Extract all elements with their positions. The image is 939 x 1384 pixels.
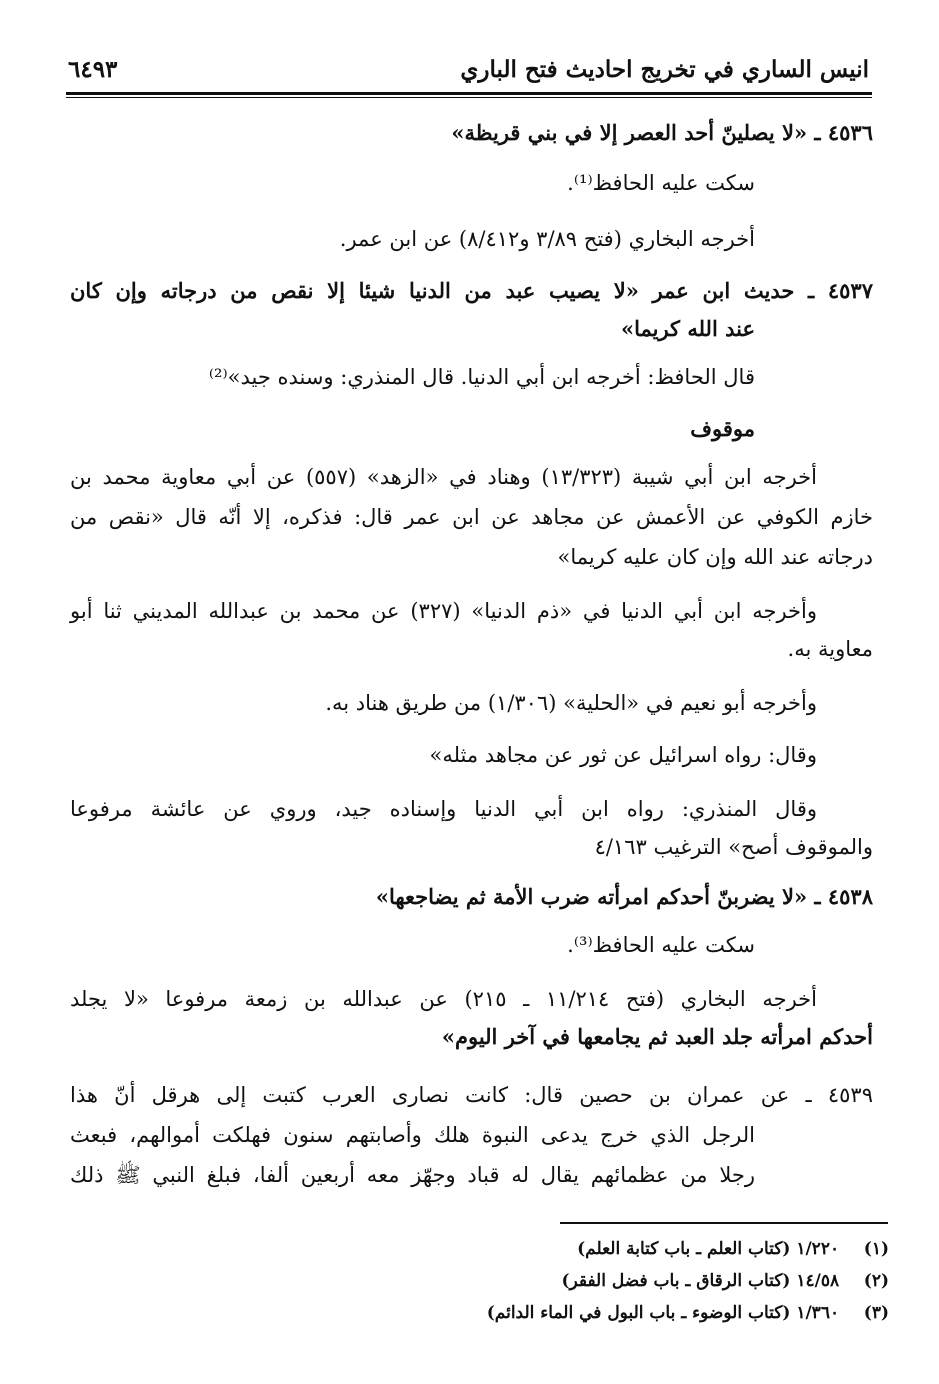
footnote-1-text: ١/٢٢٠ (كتاب العلم ـ باب كتابة العلم) [577, 1239, 840, 1259]
mawquf-para1-line1: أخرجه ابن أبي شيبة (١٣/٣٢٣) وهناد في «الزهد» (٥٥٧) عن أبي معاوية محمد بن [70, 465, 817, 489]
footnote-3-text: ١/٣٦٠ (كتاب الوضوء ـ باب البول في الماء الدائم) [486, 1303, 840, 1323]
mawquf-para1-line2: خازم الكوفي عن الأعمش عن مجاهد عن ابن عمر قال: فذكره، إلا أنّه قال «نقص من [70, 505, 873, 529]
header-rule-thin [66, 97, 872, 98]
footnote-2 [561, 1268, 889, 1294]
entry-4536-heading: ٤٥٣٦ ـ «لا يصلينّ أحد العصر إلا في بني قريظة» [451, 120, 873, 145]
footnote-2-text: ١٤/٥٨ (كتاب الرقاق ـ باب فضل الفقر) [561, 1271, 840, 1291]
entry-4537-hafiz-note: قال الحافظ: أخرجه ابن أبي الدنيا. قال المنذري: وسنده جيد»⁽²⁾ [208, 365, 755, 389]
footnote-1 [577, 1236, 889, 1262]
entry-4538-source-line1: أخرجه البخاري (فتح ١١/٢١٤ ـ ٢١٥) عن عبدالله بن زمعة مرفوعا «لا يجلد [70, 987, 817, 1011]
entry-4536-note: سكت عليه الحافظ⁽¹⁾. [567, 171, 755, 195]
mundhiri-para-line1: وقال المنذري: رواه ابن أبي الدنيا وإسناده جيد، وروي عن عائشة مرفوعا [70, 797, 817, 821]
entry-4539-line3: رجلا من عظمائهم يقال له قباد وجهّز معه أربعين ألفا، فبلغ النبي ﷺ ذلك [70, 1163, 755, 1187]
page-number: ٦٤٩٣ [68, 56, 118, 83]
footnote-rule [560, 1222, 888, 1224]
entry-4537-heading: ٤٥٣٧ ـ حديث ابن عمر «لا يصيب عبد من الدنيا شيئا إلا نقص من درجاته وإن كان [70, 278, 873, 303]
entry-4536-source: أخرجه البخاري (فتح ٣/٨٩ و٨/٤١٢) عن ابن عمر. [339, 227, 755, 251]
footnote-1-number: (١) [863, 1239, 889, 1259]
mawquf-para1-line3: درجاته عند الله وإن كان عليه كريما» [557, 545, 873, 569]
entry-4539-line2: الرجل الذي خرج يدعى النبوة هلك وأصابتهم سنون فهلكت أموالهم، فبعث [70, 1123, 755, 1147]
mawquf-para2-line1: وأخرجه ابن أبي الدنيا في «ذم الدنيا» (٣٢٧) عن محمد بن عبدالله المديني ثنا أبو [70, 599, 817, 623]
mawquf-para3: وأخرجه أبو نعيم في «الحلية» (١/٣٠٦) من طريق هناد به. [325, 691, 817, 715]
mawquf-heading: موقوف [690, 416, 755, 441]
mawquf-para4: وقال: رواه اسرائيل عن ثور عن مجاهد مثله» [429, 743, 817, 767]
mundhiri-para-line2: والموقوف أصح» الترغيب ٤/١٦٣ [594, 835, 873, 859]
entry-4539-line1: ٤٥٣٩ ـ عن عمران بن حصين قال: كانت نصارى العرب كتبت إلى هرقل أنّ هذا [70, 1083, 873, 1107]
running-header-title: انيس الساري في تخريج احاديث فتح الباري [460, 56, 869, 83]
entry-4538-note: سكت عليه الحافظ⁽³⁾. [567, 933, 755, 957]
mawquf-para2-line2: معاوية به. [787, 637, 873, 661]
entry-4538-heading: ٤٥٣٨ ـ «لا يضربنّ أحدكم امرأته ضرب الأمة ثم يضاجعها» [375, 884, 873, 909]
entry-4538-source-line2: أحدكم امرأته جلد العبد ثم يجامعها في آخر اليوم» [441, 1024, 873, 1049]
footnote-3 [487, 1300, 889, 1326]
footnote-2-number: (٢) [863, 1271, 889, 1291]
footnote-3-number: (٣) [863, 1303, 889, 1323]
entry-4537-heading-cont: عند الله كريما» [620, 316, 755, 341]
header-rule-thick [66, 92, 872, 95]
